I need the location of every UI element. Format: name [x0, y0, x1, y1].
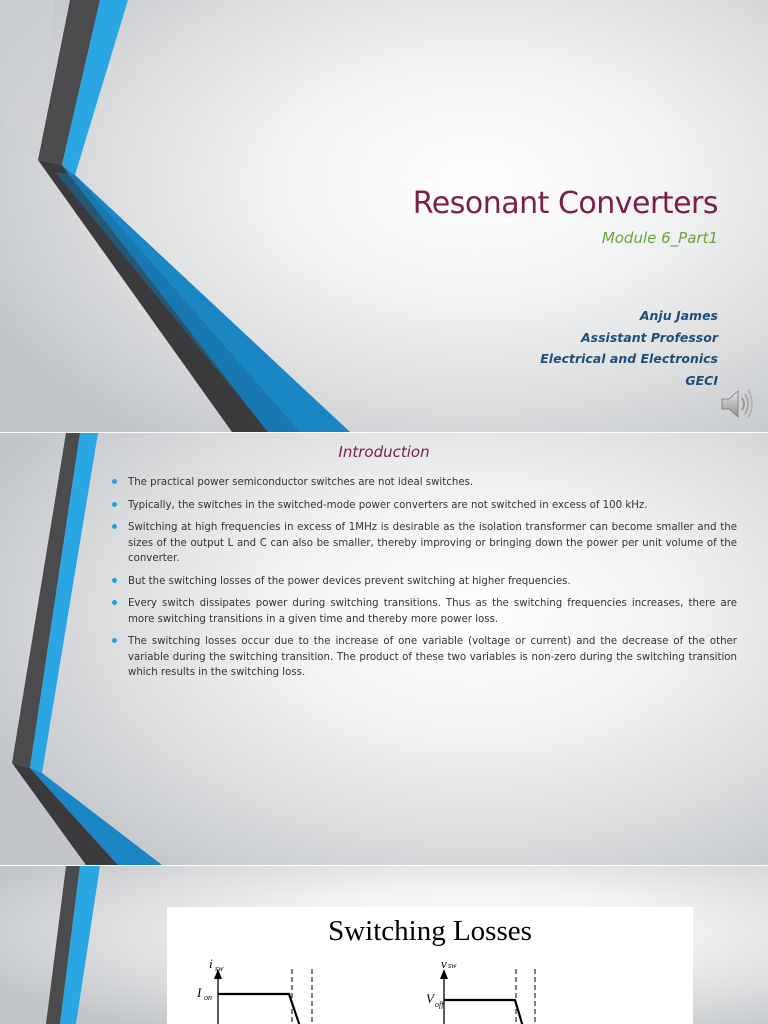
- title-slide: [0, 0, 768, 432]
- list-item: [110, 574, 737, 589]
- current-level-label: I: [197, 985, 202, 1000]
- bullet-list: [110, 475, 737, 688]
- introduction-slide: [0, 433, 768, 865]
- slide-heading: Introduction: [338, 443, 430, 461]
- current-waveform: [196, 956, 312, 1024]
- bullet-icon: [112, 578, 117, 583]
- list-item: [110, 520, 737, 566]
- voltage-waveform: [426, 956, 535, 1024]
- bullet-text: Switching at high frequencies in excess of 1MHz is desirable as the isolation transformer can become smaller and the sizes of the output L and C can also be smaller, thereby improving or bringing down the power per unit volume of the converter.: [128, 522, 737, 564]
- list-item: [110, 475, 737, 490]
- bullet-text: Every switch dissipates power during switching transitions. Thus as the switching frequencies increases, there are more switching transitions in a given time and thereby more power loss.: [128, 598, 737, 625]
- bullet-icon: [112, 600, 117, 605]
- presentation-subtitle: Module 6_Part1: [601, 229, 718, 247]
- list-item: [110, 634, 737, 680]
- author-name: Anju James: [639, 308, 718, 323]
- voltage-level-label: V: [426, 991, 434, 1006]
- figure-title: Switching Losses: [328, 915, 532, 947]
- switching-losses-figure: [167, 907, 693, 1024]
- bullet-text: Typically, the switches in the switched-mode power converters are not switched in excess of 100 kHz.: [128, 499, 648, 511]
- current-level-subscript: on: [204, 993, 212, 1002]
- author-position: Assistant Professor: [581, 329, 718, 345]
- bullet-text: The switching losses occur due to the increase of one variable (voltage or current) and the decrease of the other variable during the switching transition. The product of these two variables is non-zero during the switching transition which results in the switching loss.: [128, 636, 737, 678]
- speaker-icon[interactable]: [718, 384, 758, 424]
- current-axis-label: i: [209, 956, 213, 971]
- author-department: Electrical and Electronics: [540, 351, 718, 366]
- current-axis-subscript: sw: [215, 964, 224, 973]
- list-item: [110, 498, 737, 513]
- voltage-axis-subscript: sw: [448, 961, 457, 970]
- author-info: [540, 305, 718, 391]
- bullet-icon: [112, 479, 117, 484]
- author-institution: GECI: [685, 372, 718, 388]
- voltage-axis-label: v: [441, 956, 447, 971]
- list-item: [110, 596, 737, 627]
- bullet-icon: [112, 524, 117, 529]
- presentation-title: Resonant Converters: [412, 186, 718, 221]
- waveform-diagram: [167, 907, 693, 1024]
- bullet-icon: [112, 638, 117, 643]
- bullet-text: The practical power semiconductor switches are not ideal switches.: [128, 477, 474, 488]
- voltage-level-subscript: off: [435, 1000, 444, 1009]
- bullet-icon: [112, 502, 117, 507]
- switching-losses-slide: [0, 866, 768, 1024]
- bullet-text: But the switching losses of the power devices prevent switching at higher frequencies.: [128, 575, 571, 587]
